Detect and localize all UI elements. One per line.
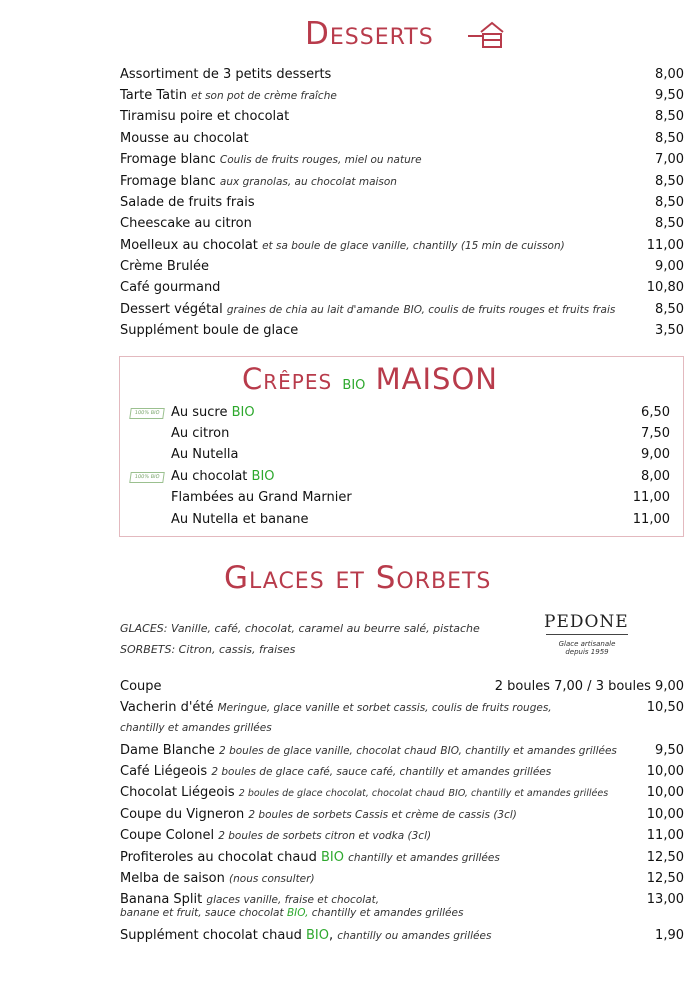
- item-price: 9,00: [655, 259, 684, 274]
- item-price: 8,50: [655, 131, 684, 146]
- glace-row: Supplément chocolat chaud BIO, chantilly ou amandes grillées 1,90: [120, 928, 684, 943]
- item-desc: , coulis de fruits rouges et fruits frais: [421, 304, 616, 316]
- item-price: 3,50: [655, 323, 684, 338]
- bio-label: BIO: [305, 928, 329, 943]
- dessert-row: [120, 237, 684, 255]
- item-price: 11,00: [632, 512, 670, 527]
- item-name: Melba de saison: [120, 871, 225, 886]
- item-name: Moelleux au chocolat: [120, 238, 258, 253]
- item-price: 10,00: [646, 785, 684, 800]
- item-name: Vacherin d'été: [120, 700, 214, 715]
- item-desc: , chantilly et amandes grillées: [458, 745, 617, 757]
- sorbets-flavors: SORBETS: Citron, cassis, fraises: [120, 643, 296, 656]
- item-price: 11,00: [646, 238, 684, 253]
- bio-label: BIO: [403, 304, 422, 316]
- item-price: 8,50: [655, 174, 684, 189]
- pedone-logo: PEDONE: [544, 612, 629, 632]
- item-price: 12,50: [646, 871, 684, 886]
- item-desc: 2 boules de sorbets citron et vodka (3cl): [218, 830, 432, 842]
- item-name: Coupe du Vigneron: [120, 807, 245, 822]
- item-desc: 2 boules de glace chocolat, chocolat chaud: [238, 788, 445, 799]
- item-name: Fromage blanc: [120, 174, 216, 189]
- glace-row: [120, 742, 684, 760]
- dessert-row: [120, 322, 684, 339]
- item-price: 9,50: [655, 88, 684, 103]
- item-name: Café gourmand: [120, 280, 221, 295]
- item-name: Flambées au Grand Marnier: [171, 490, 352, 505]
- bio-label: BIO: [440, 745, 459, 757]
- bio-badge: 100% BIO: [129, 408, 165, 419]
- item-name: Tiramisu poire et chocolat: [120, 109, 290, 124]
- item-name: Supplément chocolat chaud: [120, 928, 302, 943]
- bio-label: BIO: [231, 405, 255, 420]
- item-desc: 2 boules de glace vanille, chocolat chaud: [219, 745, 437, 757]
- item-desc: , chantilly et amandes grillées: [464, 788, 609, 799]
- item-desc: Coulis de fruits rouges, miel ou nature: [219, 154, 422, 166]
- item-price: 9,00: [641, 447, 670, 462]
- item-name: Au sucre: [171, 405, 228, 420]
- item-name: Salade de fruits frais: [120, 195, 255, 210]
- pedone-divider: [546, 634, 628, 635]
- item-price: 10,00: [646, 807, 684, 822]
- item-desc: chantilly et amandes grillées: [308, 907, 464, 919]
- item-name: Fromage blanc: [120, 152, 216, 167]
- item-name: Cheescake au citron: [120, 216, 252, 231]
- bio-label: BIO: [321, 850, 345, 865]
- crepe-row: [171, 425, 670, 442]
- item-desc-continued: [120, 907, 463, 919]
- item-name: Supplément boule de glace: [120, 323, 299, 338]
- crepe-row: [171, 511, 670, 528]
- item-desc: glaces vanille, fraise et chocolat,: [206, 894, 380, 906]
- glace-row: [120, 827, 684, 845]
- item-desc: aux granolas, au chocolat maison: [219, 176, 397, 188]
- crepes-title-bio: BIO: [342, 378, 366, 393]
- item-name: Profiteroles au chocolat chaud: [120, 850, 317, 865]
- item-desc: banane et fruit, sauce chocolat: [120, 907, 284, 919]
- item-price: 8,50: [655, 302, 684, 317]
- coupe-row: [120, 678, 684, 695]
- dessert-row: [120, 215, 684, 232]
- item-name: Mousse au chocolat: [120, 131, 249, 146]
- item-name: Assortiment de 3 petits desserts: [120, 67, 332, 82]
- coupe-label: Coupe: [120, 679, 162, 694]
- crepe-row: [171, 446, 670, 463]
- item-desc: Meringue, glace vanille et sorbet cassis, coulis de fruits rouges,: [217, 702, 552, 714]
- glace-row: [120, 699, 684, 717]
- desserts-title: [305, 16, 434, 52]
- item-desc-continued: chantilly et amandes grillées: [120, 722, 272, 734]
- crepes-title: [242, 362, 498, 396]
- item-price: 10,00: [646, 764, 684, 779]
- glace-row: [120, 849, 684, 867]
- dessert-row: [120, 66, 684, 83]
- dessert-row: [120, 151, 684, 169]
- pedone-subtitle-line1: Glace artisanale: [558, 640, 616, 648]
- dessert-row: [120, 301, 684, 319]
- item-name: Au chocolat: [171, 469, 248, 484]
- dessert-row: [120, 194, 684, 211]
- pedone-subtitle: [557, 640, 617, 656]
- dessert-row: [120, 258, 684, 275]
- item-name: Coupe Colonel: [120, 828, 215, 843]
- item-price: 13,00: [646, 892, 684, 907]
- glaces-flavors: GLACES: Vanille, café, chocolat, caramel au beurre salé, pistache: [120, 622, 480, 635]
- bio-label: BIO: [448, 788, 465, 799]
- glace-row: [120, 806, 684, 824]
- item-price: 12,50: [646, 850, 684, 865]
- glace-row: [120, 784, 684, 802]
- item-price: 10,80: [646, 280, 684, 295]
- item-price: 8,50: [655, 109, 684, 124]
- dessert-row: [120, 279, 684, 296]
- crepes-title-right: MAISON: [375, 362, 498, 396]
- item-price: 11,00: [632, 490, 670, 505]
- item-price: 8,50: [655, 195, 684, 210]
- house-icon: [464, 20, 504, 50]
- item-price: 6,50: [641, 405, 670, 420]
- dessert-row: [120, 108, 684, 125]
- glace-row: [120, 870, 684, 888]
- item-price: 8,00: [641, 469, 670, 484]
- item-desc: chantilly ou amandes grillées: [337, 930, 492, 942]
- item-name: Dessert végétal: [120, 302, 223, 317]
- desserts-title-text: Desserts: [305, 16, 434, 52]
- dessert-row: [120, 87, 684, 105]
- item-price: 8,00: [655, 67, 684, 82]
- coupe-price: 2 boules 7,00 / 3 boules 9,00: [494, 679, 684, 694]
- bio-label: BIO: [251, 469, 275, 484]
- dessert-row: [120, 173, 684, 191]
- glaces-title-text: Glaces et Sorbets: [224, 560, 492, 596]
- item-name: Café Liégeois: [120, 764, 208, 779]
- pedone-subtitle-line2: depuis 1959: [565, 648, 609, 656]
- item-desc: et son pot de crème fraîche: [191, 90, 337, 102]
- item-name: Banana Split: [120, 892, 203, 907]
- bio-badge: 100% BIO: [129, 472, 165, 483]
- item-name: Au Nutella et banane: [171, 512, 309, 527]
- bio-label: BIO,: [286, 907, 309, 919]
- crepe-row: [171, 468, 670, 485]
- item-desc: et sa boule de glace vanille, chantilly (15 min de cuisson): [262, 240, 565, 252]
- item-name: Au citron: [171, 426, 230, 441]
- item-name: Crème Brulée: [120, 259, 210, 274]
- glaces-title: [224, 560, 491, 596]
- item-price: 10,50: [646, 700, 684, 715]
- item-name: Dame Blanche: [120, 743, 215, 758]
- item-price: 7,50: [641, 426, 670, 441]
- crepe-row: [171, 489, 670, 506]
- item-price: 1,90: [655, 928, 684, 943]
- item-price: 9,50: [655, 743, 684, 758]
- item-desc: (nous consulter): [229, 873, 315, 885]
- dessert-row: [120, 130, 684, 147]
- crepes-title-left: Crêpes: [242, 362, 333, 396]
- item-desc: 2 boules de glace café, sauce café, chantilly et amandes grillées: [211, 766, 552, 778]
- glace-row: [120, 763, 684, 781]
- item-price: 11,00: [646, 828, 684, 843]
- item-name: Tarte Tatin: [120, 88, 188, 103]
- crepe-row: [171, 404, 670, 421]
- item-desc: graines de chia au lait d'amande: [226, 304, 400, 316]
- item-price: 7,00: [655, 152, 684, 167]
- item-name: Chocolat Liégeois: [120, 785, 235, 800]
- item-price: 8,50: [655, 216, 684, 231]
- item-desc: 2 boules de sorbets Cassis et crème de cassis (3cl): [248, 809, 517, 821]
- item-desc: chantilly et amandes grillées: [348, 852, 500, 864]
- item-name: Au Nutella: [171, 447, 239, 462]
